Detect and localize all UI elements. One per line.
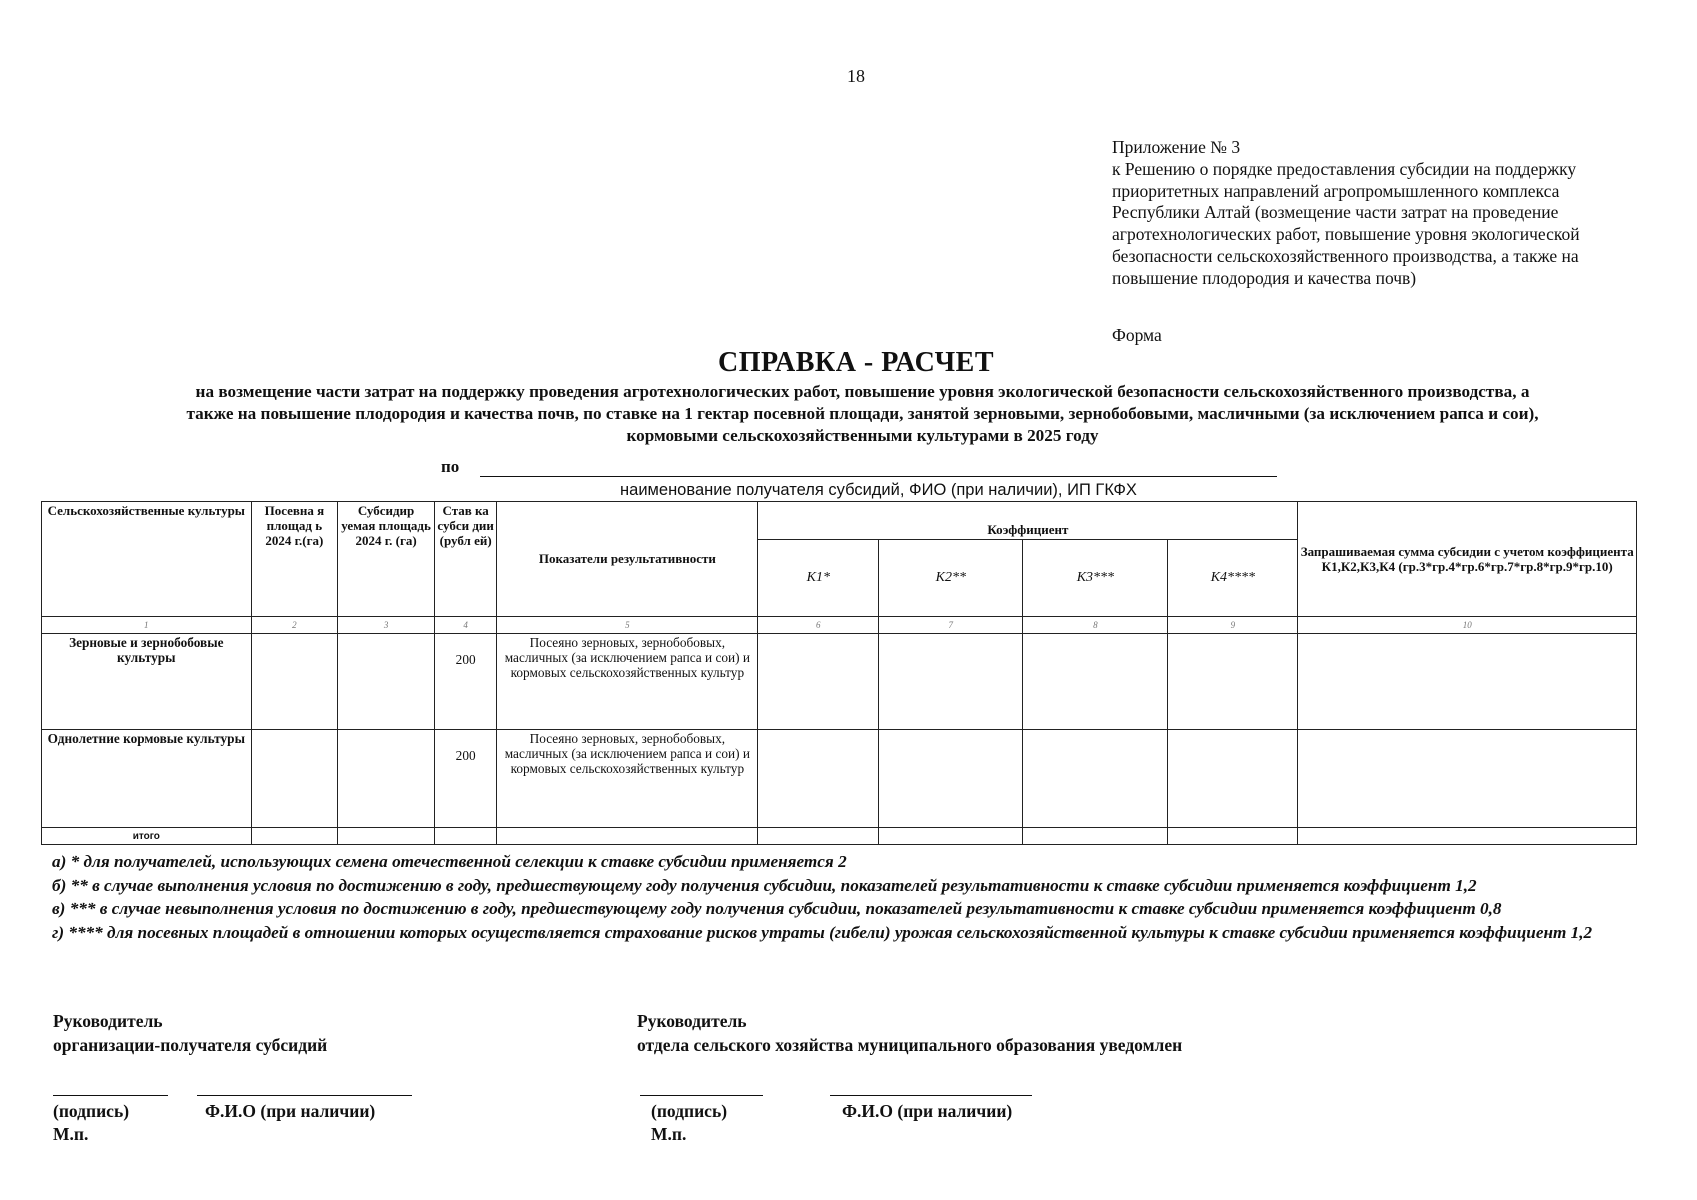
requested-sum-cell[interactable] (1298, 730, 1637, 828)
total-row (42, 828, 1637, 845)
header-k1: К1* (758, 539, 879, 616)
column-number: 7 (879, 616, 1023, 634)
total-requested-sum[interactable] (1298, 828, 1637, 845)
k1-cell[interactable] (758, 634, 879, 730)
right-signature-caption: (подпись) (651, 1101, 728, 1121)
appendix-line: к Решению о порядке предоставления субсидии на поддержку (1112, 158, 1577, 179)
k3-cell[interactable] (1023, 730, 1168, 828)
right-signer-title: Руководитель (637, 1011, 747, 1031)
subtitle-line: также на повышение плодородия и качества почв, по ставке на 1 гектар посевной площади, занятой зерновыми, зернобобовыми, масличными (за исключением рапса и сои), (186, 404, 1539, 423)
subtitle-line: кормовыми сельскохозяйственными культурами в 2025 году (626, 426, 1099, 445)
page-number: 18 (847, 66, 865, 86)
total-subsidized-area[interactable] (338, 828, 435, 845)
right-stamp-label: М.п. (651, 1124, 687, 1144)
subsidized-area-cell[interactable] (338, 634, 435, 730)
column-number: 9 (1168, 616, 1298, 634)
right-signer-org: отдела сельского хозяйства муниципального образования уведомлен (637, 1035, 1183, 1055)
total-indicator (497, 828, 758, 845)
total-k3 (1023, 828, 1168, 845)
right-name-caption: Ф.И.О (при наличии) (842, 1101, 1013, 1121)
k4-cell[interactable] (1168, 730, 1298, 828)
right-signature-field[interactable] (640, 1095, 763, 1096)
footnote: б) ** в случае выполнения условия по достижению в году, предшествующему году получения субсидии, показателей результативности к ставке субсидии применяется коэффициент 1,2 (52, 875, 1477, 895)
recipient-caption: наименование получателя субсидий, ФИО (при наличии), ИП ГКФХ (620, 481, 1137, 499)
sown-area-cell[interactable] (251, 634, 338, 730)
subtitle-line: на возмещение части затрат на поддержку проведения агротехнологических работ, повышение уровня экологической безопасности сельскохозяйственного производства, а (195, 382, 1530, 401)
footnotes (52, 850, 1624, 944)
header-k4: К4**** (1168, 539, 1298, 616)
total-k1 (758, 828, 879, 845)
rate-cell: 200 (434, 730, 496, 828)
left-name-caption: Ф.И.О (при наличии) (205, 1101, 376, 1121)
appendix-line: повышение плодородия и качества почв) (1112, 267, 1417, 288)
left-signer-org: организации-получателя субсидий (53, 1035, 328, 1055)
form-label: Форма (1112, 325, 1162, 345)
document-title: СПРАВКА - РАСЧЕТ (717, 347, 995, 378)
document-subtitle (45, 381, 1680, 447)
left-signer-title: Руководитель (53, 1011, 163, 1031)
sown-area-cell[interactable] (251, 730, 338, 828)
header-rate: Став ка субси дии (рубл ей) (434, 502, 496, 617)
appendix-line: Приложение № 3 (1112, 137, 1241, 157)
calculation-table (41, 501, 1637, 845)
footnote: в) *** в случае невыполнения условия по достижению в году, предшествующему году получения субсидии, показателей результативности к ставке субсидии применяется коэффициент 0,8 (52, 899, 1502, 918)
k2-cell[interactable] (879, 634, 1023, 730)
right-name-field[interactable] (830, 1095, 1032, 1096)
k2-cell[interactable] (879, 730, 1023, 828)
header-subsidized-area: Субсидир уемая площадь 2024 г. (га) (338, 502, 435, 617)
column-number: 6 (758, 616, 879, 634)
left-signature-caption: (подпись) (53, 1101, 130, 1121)
header-coefficient: Коэффициент (758, 502, 1298, 540)
k1-cell[interactable] (758, 730, 879, 828)
left-name-field[interactable] (197, 1095, 412, 1096)
column-number: 10 (1298, 616, 1637, 634)
column-number: 4 (434, 616, 496, 634)
header-sown-area: Посевна я площад ь 2024 г.(га) (251, 502, 338, 617)
header-k3: К3*** (1023, 539, 1168, 616)
total-label: итого (42, 828, 252, 845)
crop-name: Зерновые и зернобобовые культуры (42, 634, 252, 730)
appendix-line: безопасности сельскохозяйственного производства, а также на (1112, 245, 1579, 266)
header-requested-sum: Запрашиваемая сумма субсидии с учетом коэффициента К1,К2,К3,К4 (гр.3*гр.4*гр.6*гр.7*гр.8*гр.9*гр.10) (1298, 502, 1637, 617)
total-k4 (1168, 828, 1298, 845)
total-rate (434, 828, 496, 845)
column-number: 1 (42, 616, 252, 634)
footnote: а) * для получателей, использующих семена отечественной селекции к ставке субсидии применяется 2 (52, 852, 847, 871)
header-crops: Сельскохозяйственные культуры (42, 502, 252, 617)
subsidized-area-cell[interactable] (338, 730, 435, 828)
appendix-line: приоритетных направлений агропромышленного комплекса (1112, 180, 1560, 201)
crop-name: Однолетние кормовые культуры (42, 730, 252, 828)
k4-cell[interactable] (1168, 634, 1298, 730)
total-sown-area[interactable] (251, 828, 338, 845)
column-number: 8 (1023, 616, 1168, 634)
column-number: 3 (338, 616, 435, 634)
footnote: г) **** для посевных площадей в отношении которых осуществляется страхование рисков утраты (гибели) урожая сельскохозяйственной культуры к ставке субсидии применяется коэффициент 1,2 (52, 922, 1593, 942)
left-stamp-label: М.п. (53, 1124, 89, 1144)
po-label: по (441, 457, 460, 476)
appendix-header (1112, 137, 1672, 290)
appendix-line: агротехнологических работ, повышение уровня экологической (1112, 224, 1580, 245)
indicator-cell: Посеяно зерновых, зернобобовых, масличных (за исключением рапса и сои) и кормовых сельскохозяйственных культур (497, 634, 758, 730)
rate-cell: 200 (434, 634, 496, 730)
left-signature-field[interactable] (53, 1095, 168, 1096)
requested-sum-cell[interactable] (1298, 634, 1637, 730)
k3-cell[interactable] (1023, 634, 1168, 730)
column-number: 5 (497, 616, 758, 634)
indicator-cell: Посеяно зерновых, зернобобовых, масличных (за исключением рапса и сои) и кормовых сельскохозяйственных культур (497, 730, 758, 828)
total-k2 (879, 828, 1023, 845)
header-indicators: Показатели результативности (497, 502, 758, 617)
column-number-row (42, 616, 1637, 634)
table-row (42, 730, 1637, 828)
table-row (42, 634, 1637, 730)
appendix-line: Республики Алтай (возмещение части затрат на проведение (1112, 202, 1559, 223)
recipient-name-field[interactable] (480, 476, 1277, 477)
column-number: 2 (251, 616, 338, 634)
header-k2: К2** (879, 539, 1023, 616)
